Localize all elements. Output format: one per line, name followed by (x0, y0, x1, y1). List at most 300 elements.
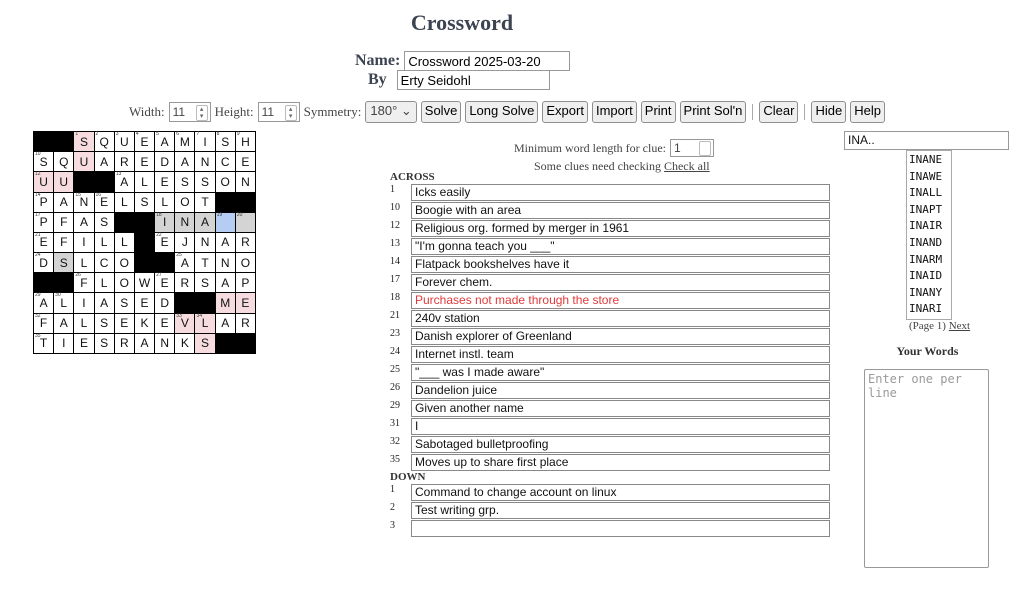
cell-letter: A (59, 316, 68, 331)
clue-input[interactable]: Boogie with an area (411, 202, 830, 219)
grid-cell[interactable] (34, 172, 53, 191)
cell-letter: P (241, 275, 250, 290)
print-solution-button[interactable]: Print Sol'n (680, 101, 747, 123)
clue-row (390, 453, 830, 471)
cell-number: 2 (95, 131, 99, 137)
grid-cell[interactable] (135, 132, 154, 151)
grid-cell[interactable] (155, 273, 174, 292)
cell-letter: M (179, 134, 190, 149)
clue-input[interactable]: "I'm gonna teach you ___" (411, 238, 830, 255)
grid-cell[interactable] (34, 152, 53, 171)
grid-cell[interactable] (74, 152, 93, 171)
cell-letter: S (39, 154, 48, 169)
cell-letter: T (201, 195, 209, 210)
cell-number: 9 (236, 131, 240, 137)
grid-cell[interactable] (95, 213, 114, 232)
grid-cell[interactable] (115, 314, 134, 333)
min-word-length (514, 139, 714, 157)
grid-cell-black (236, 193, 255, 212)
cell-letter: S (140, 195, 149, 210)
clue-row (390, 417, 830, 435)
cell-letter: A (59, 195, 68, 210)
stepper-arrows-icon[interactable]: ▴ ▾ (196, 105, 208, 121)
cell-letter: N (241, 174, 250, 189)
grid-cell[interactable] (135, 273, 154, 292)
grid-cell[interactable] (74, 334, 93, 353)
name-input[interactable] (404, 51, 570, 71)
min-word-stepper[interactable]: 1 (670, 139, 714, 157)
grid-cell[interactable] (115, 233, 134, 252)
grid-cell[interactable] (95, 253, 114, 272)
cell-number: 34 (196, 312, 203, 319)
grid-cell[interactable] (54, 152, 73, 171)
grid-cell[interactable] (54, 314, 73, 333)
suggestion-pager (909, 320, 970, 332)
grid-cell[interactable] (195, 193, 214, 212)
cell-number: 8 (216, 131, 220, 137)
grid-cell-black (195, 293, 214, 312)
grid-cell[interactable] (115, 172, 134, 191)
cell-letter: O (240, 255, 251, 270)
cell-letter: O (220, 174, 230, 189)
import-button[interactable]: Import (592, 101, 637, 123)
grid-cell[interactable] (216, 152, 235, 171)
cell-number: 25 (176, 252, 182, 259)
clue-row (390, 291, 830, 309)
grid-cell[interactable] (155, 334, 174, 353)
hide-button[interactable]: Hide (811, 101, 846, 123)
grid-cell[interactable] (115, 253, 134, 272)
grid-cell[interactable] (95, 293, 114, 312)
cell-number: 27 (156, 272, 162, 279)
grid-cell[interactable] (236, 253, 255, 272)
grid-cell[interactable] (195, 132, 214, 151)
cell-letter: Q (99, 134, 109, 149)
grid-cell[interactable] (195, 314, 214, 333)
cell-letter: R (241, 235, 250, 250)
cell-letter: A (180, 154, 189, 169)
clue-number: 10 (390, 202, 400, 213)
width-label: Width: (129, 104, 165, 119)
cell-letter: L (100, 235, 108, 250)
grid-cell[interactable] (236, 293, 255, 312)
cell-letter: C (220, 154, 230, 169)
suggestion-item[interactable]: INALL (909, 186, 943, 200)
suggestion-item[interactable]: INAIR (909, 219, 943, 233)
cell-letter: N (220, 255, 230, 270)
suggestion-item[interactable]: INARI (909, 302, 943, 316)
cell-letter: F (60, 215, 68, 230)
grid-cell-black (115, 213, 134, 232)
clue-input[interactable]: Flatpack bookshelves have it (411, 256, 830, 273)
grid-cell[interactable] (216, 273, 235, 292)
suggestion-item[interactable]: INANE (909, 153, 943, 166)
next-page-link[interactable]: Next (948, 320, 971, 332)
clue-input[interactable]: Purchases not made through the store (411, 292, 830, 309)
cell-letter: V (180, 316, 189, 331)
clue-input[interactable]: Given another name (411, 400, 830, 417)
grid-cell-black (34, 132, 53, 151)
suggestion-item[interactable]: INARM (909, 252, 943, 266)
grid-cell[interactable] (34, 253, 53, 272)
grid-cell-black (135, 253, 154, 272)
clue-row (390, 501, 830, 519)
cell-number: 24 (35, 252, 41, 259)
cell-letter: L (80, 255, 88, 270)
symmetry-select[interactable]: 180° ⌄ (365, 101, 416, 123)
grid-cell[interactable] (135, 293, 154, 312)
cell-letter: N (200, 235, 210, 250)
cell-letter: I (82, 296, 86, 311)
grid-cell[interactable] (175, 334, 194, 353)
grid-cell[interactable] (155, 193, 174, 212)
height-stepper[interactable]: 11 ▴ ▾ (258, 102, 300, 122)
grid-cell[interactable] (135, 193, 154, 212)
grid-cell[interactable] (34, 334, 53, 353)
clue-input[interactable]: Moves up to share first place (411, 454, 830, 471)
grid-cell[interactable] (155, 293, 174, 312)
clue-number: 31 (390, 418, 400, 429)
cell-letter: E (160, 235, 169, 250)
cell-letter: A (100, 154, 109, 169)
grid-cell[interactable] (54, 233, 73, 252)
clue-number: 1 (390, 484, 395, 495)
grid-cell[interactable] (216, 293, 235, 312)
across-heading: ACROSS (390, 171, 435, 183)
cell-number: 19 (216, 211, 223, 218)
solve-button[interactable]: Solve (421, 101, 462, 123)
grid-cell[interactable] (175, 132, 194, 151)
cell-number: 6 (176, 131, 180, 137)
cell-letter: N (160, 336, 169, 351)
grid-cell[interactable] (175, 273, 194, 292)
width-stepper[interactable]: 11 ▴ ▾ (169, 102, 211, 122)
grid-cell[interactable] (54, 172, 73, 191)
cell-letter: S (59, 255, 68, 270)
cell-number: 1 (75, 131, 79, 137)
grid-cell[interactable] (135, 172, 154, 191)
grid-cell[interactable] (216, 172, 235, 191)
cell-letter: U (59, 174, 69, 189)
grid-cell[interactable] (34, 314, 53, 333)
grid-cell[interactable] (236, 213, 255, 232)
grid-cell[interactable] (216, 253, 235, 272)
cell-letter: R (119, 154, 129, 169)
grid-cell[interactable] (155, 132, 174, 151)
clue-input[interactable]: Icks easily (411, 184, 830, 201)
clue-input[interactable]: Command to change account on linux (411, 484, 830, 501)
clue-row (390, 273, 830, 291)
grid-cell[interactable] (216, 314, 235, 333)
cell-letter: E (160, 316, 169, 331)
clue-input[interactable]: 240v station (411, 310, 830, 327)
clue-row (390, 483, 830, 501)
grid-cell[interactable] (155, 213, 174, 232)
grid-cell[interactable] (216, 233, 235, 252)
clue-input[interactable]: Forever chem. (411, 274, 830, 291)
cell-letter: A (160, 134, 169, 149)
grid-cell[interactable] (74, 213, 93, 232)
cell-number: 20 (236, 211, 243, 218)
grid-cell[interactable] (195, 233, 214, 252)
clue-input[interactable]: Sabotaged bulletproofing (411, 436, 830, 453)
cell-letter: K (180, 336, 189, 351)
by-label: By (368, 70, 387, 88)
clue-input[interactable]: Internet instl. team (411, 346, 830, 363)
clue-row (390, 519, 830, 537)
cell-letter: D (160, 154, 169, 169)
cell-letter: H (241, 134, 250, 149)
grid-cell-black (95, 172, 114, 191)
cell-letter: D (39, 255, 48, 270)
clue-row (390, 237, 830, 255)
grid-cell[interactable] (115, 293, 134, 312)
grid-cell[interactable] (216, 132, 235, 151)
cell-letter: F (60, 235, 68, 250)
grid-cell[interactable] (135, 314, 154, 333)
cell-letter: I (163, 215, 167, 230)
export-button[interactable]: Export (542, 101, 588, 123)
grid-cell[interactable] (135, 334, 154, 353)
grid-cell[interactable] (95, 334, 114, 353)
grid-cell[interactable] (135, 152, 154, 171)
cell-letter: R (180, 275, 190, 290)
grid-cell-black (236, 334, 255, 353)
grid-cell[interactable] (195, 213, 214, 232)
clue-input[interactable]: "___ was I made aware" (411, 364, 830, 381)
grid-cell[interactable] (155, 233, 174, 252)
grid-cell[interactable] (236, 132, 255, 151)
cell-letter: E (160, 275, 169, 290)
cell-letter: A (100, 296, 109, 311)
grid-cell[interactable] (115, 152, 134, 171)
grid-cell[interactable] (74, 193, 93, 212)
check-all-link[interactable]: Check all (663, 159, 710, 173)
help-button[interactable]: Help (850, 101, 885, 123)
grid-cell[interactable] (34, 233, 53, 252)
grid-cell[interactable] (95, 132, 114, 151)
cell-letter: I (82, 235, 86, 250)
cell-letter: S (120, 296, 129, 311)
cell-letter: L (60, 296, 68, 311)
grid-cell[interactable] (115, 334, 134, 353)
clear-button[interactable]: Clear (759, 101, 798, 123)
print-button[interactable]: Print (641, 101, 676, 123)
cell-number: 4 (135, 131, 139, 137)
grid-cell[interactable] (95, 193, 114, 212)
grid-cell[interactable] (74, 132, 93, 151)
clue-input[interactable]: Dandelion juice (411, 382, 830, 399)
grid-cell-black (175, 293, 194, 312)
grid-cell[interactable] (175, 172, 194, 191)
clue-input[interactable]: I (411, 418, 830, 435)
your-words-textarea[interactable]: Enter one per line (864, 369, 989, 568)
grid-cell[interactable] (236, 273, 255, 292)
cell-number: 3 (115, 131, 119, 137)
cell-letter: Q (59, 154, 69, 169)
grid-cell[interactable] (155, 152, 174, 171)
grid-cell[interactable] (74, 233, 93, 252)
clue-number: 13 (390, 238, 400, 249)
grid-cell[interactable] (175, 314, 194, 333)
symmetry-label: Symmetry: (303, 104, 362, 119)
grid-cell[interactable] (236, 233, 255, 252)
cell-letter: U (119, 134, 129, 149)
grid-cell[interactable] (175, 253, 194, 272)
cell-letter: C (99, 255, 109, 270)
suggestion-item[interactable]: INAID (909, 269, 943, 283)
name-row (355, 51, 570, 71)
grid-cell[interactable] (74, 253, 93, 272)
cell-letter: A (140, 336, 149, 351)
pattern-input[interactable]: INA.. (844, 131, 1009, 150)
grid-cell[interactable] (236, 314, 255, 333)
cell-letter: L (120, 235, 128, 250)
cell-letter: S (100, 215, 109, 230)
grid-cell[interactable] (34, 213, 53, 232)
cell-letter: T (39, 336, 48, 351)
grid-cell-black (155, 253, 174, 272)
cell-number: 16 (95, 191, 102, 198)
grid-cell[interactable] (175, 152, 194, 171)
grid-cell[interactable] (155, 172, 174, 191)
cell-letter: S (201, 336, 210, 351)
toolbar-divider (804, 104, 805, 120)
clue-row (390, 309, 830, 327)
suggestion-item[interactable]: INANY (909, 285, 943, 299)
cell-letter: L (100, 275, 108, 290)
cell-letter: P (39, 215, 48, 230)
page-title: Crossword (410, 10, 514, 35)
clue-input[interactable]: Religious org. formed by merger in 1961 (411, 220, 830, 237)
clue-row (390, 255, 830, 273)
name-label: Name: (355, 51, 401, 69)
clue-number: 3 (390, 520, 395, 531)
clue-input[interactable]: Danish explorer of Greenland (411, 328, 830, 345)
cell-letter: S (180, 174, 189, 189)
grid-cell[interactable] (115, 273, 134, 292)
suggestion-list[interactable] (906, 150, 952, 320)
grid-cell[interactable] (175, 193, 194, 212)
grid-cell-black (74, 172, 93, 191)
grid-cell[interactable] (54, 334, 73, 353)
grid-cell[interactable] (54, 253, 73, 272)
grid-cell-black (54, 273, 73, 292)
grid-cell-black (54, 132, 73, 151)
grid-cell[interactable] (54, 213, 73, 232)
grid-cell[interactable] (195, 152, 214, 171)
clue-number: 18 (390, 292, 400, 303)
clue-row (390, 435, 830, 453)
grid-cell[interactable] (195, 253, 214, 272)
cell-letter: E (79, 336, 88, 351)
grid-cell[interactable] (74, 293, 93, 312)
grid-cell[interactable] (115, 132, 134, 151)
grid-cell[interactable] (115, 193, 134, 212)
author-input[interactable] (397, 70, 550, 90)
cell-letter: E (140, 154, 149, 169)
cell-letter: A (201, 215, 210, 230)
cell-letter: S (201, 275, 210, 290)
cell-letter: L (201, 316, 209, 331)
grid-cell[interactable] (195, 273, 214, 292)
cell-letter: E (160, 174, 169, 189)
cell-number: 21 (35, 231, 41, 238)
cell-letter: L (120, 195, 128, 210)
clue-number: 35 (390, 454, 400, 465)
clue-input[interactable] (411, 520, 830, 537)
grid-cell-black (135, 233, 154, 252)
clue-number: 2 (390, 502, 395, 513)
grid-cell[interactable] (74, 273, 93, 292)
grid-cell[interactable] (74, 314, 93, 333)
grid-cell[interactable] (95, 233, 114, 252)
min-word-label: Minimum word length for clue: (514, 140, 666, 155)
clue-number: 21 (390, 310, 400, 321)
grid-cell[interactable] (195, 172, 214, 191)
grid-cell-black (135, 213, 154, 232)
grid-cell[interactable] (54, 293, 73, 312)
grid-cell[interactable] (175, 213, 194, 232)
grid-cell[interactable] (54, 193, 73, 212)
crossword-grid (33, 131, 256, 354)
down-clues (390, 483, 830, 537)
clue-number: 29 (390, 400, 400, 411)
grid-cell[interactable] (236, 152, 255, 171)
checking-text: Some clues need checking (534, 159, 661, 173)
stepper-arrows-icon[interactable] (699, 141, 711, 156)
stepper-arrows-icon[interactable]: ▴ ▾ (285, 105, 297, 121)
grid-cell[interactable] (34, 293, 53, 312)
cell-letter: A (120, 174, 129, 189)
cell-letter: E (241, 296, 250, 311)
grid-cell[interactable] (95, 273, 114, 292)
suggestion-item[interactable]: INAWE (909, 169, 943, 183)
grid-cell[interactable] (34, 193, 53, 212)
clue-input[interactable]: Test writing grp. (411, 502, 830, 519)
clue-row (390, 381, 830, 399)
cell-letter: I (203, 134, 207, 149)
grid-cell[interactable] (236, 172, 255, 191)
cell-number: 35 (35, 332, 41, 339)
cell-letter: E (120, 316, 129, 331)
cell-letter: F (80, 275, 88, 290)
long-solve-button[interactable]: Long Solve (465, 101, 538, 123)
suggestion-item[interactable]: INAND (909, 235, 943, 249)
cell-letter: E (39, 235, 48, 250)
cell-letter: A (79, 215, 88, 230)
clue-row (390, 399, 830, 417)
grid-cell[interactable] (175, 233, 194, 252)
cell-letter: A (180, 255, 189, 270)
grid-cell[interactable] (155, 314, 174, 333)
grid-cell[interactable] (216, 213, 235, 232)
cell-number: 18 (156, 211, 162, 218)
suggestion-item[interactable]: INAPT (909, 202, 943, 216)
cell-number: 32 (35, 312, 41, 319)
grid-cell[interactable] (95, 152, 114, 171)
clue-row (390, 327, 830, 345)
author-row (368, 70, 550, 90)
grid-cell-black (216, 334, 235, 353)
clue-row (390, 363, 830, 381)
cell-letter: A (221, 275, 230, 290)
grid-cell[interactable] (195, 334, 214, 353)
grid-cell[interactable] (95, 314, 114, 333)
cell-letter: M (220, 296, 231, 311)
across-clues (390, 183, 830, 471)
cell-letter: J (181, 235, 188, 250)
